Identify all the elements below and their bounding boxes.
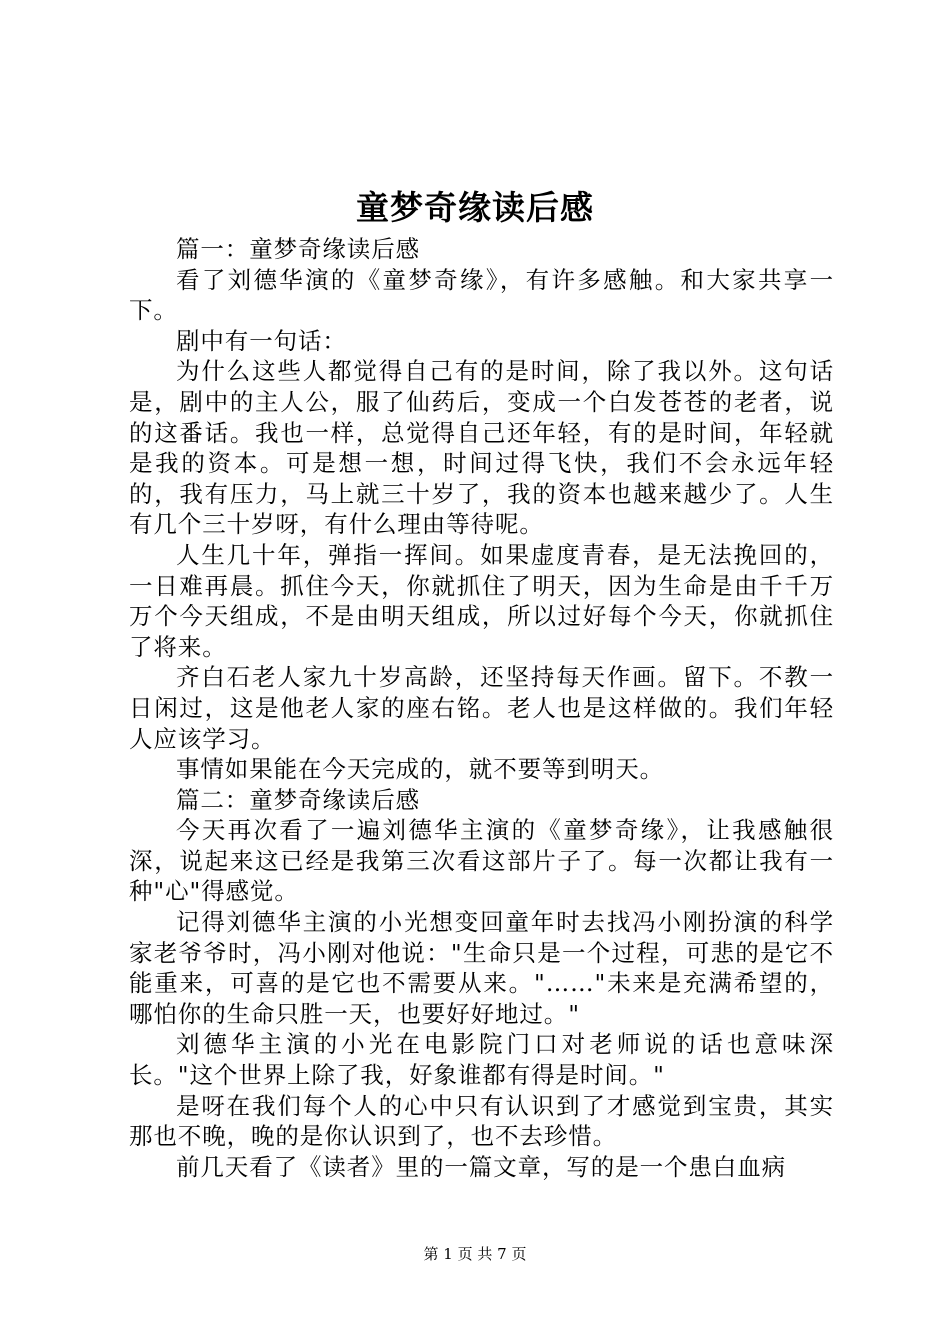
page-footer: 第 1 页 共 7 页	[423, 1245, 527, 1263]
paragraph: 是呀在我们每个人的心中只有认识到了才感觉到宝贵，其实那也不晚，晚的是你认识到了，也不去珍惜。	[129, 1091, 834, 1151]
paragraph: 前几天看了《读者》里的一篇文章，写的是一个患白血病	[176, 1152, 786, 1181]
page-title: 童梦奇缘读后感	[356, 188, 594, 227]
paragraph: 今天再次看了一遍刘德华主演的《童梦奇缘》，让我感触很深，说起来这已经是我第三次看这部片子了。每一次都让我有一种"心"得感觉。	[129, 816, 834, 906]
paragraph: 人生几十年，弹指一挥间。如果虚度青春，是无法挽回的，一日难再晨。抓住今天，你就抓住了明天，因为生命是由千千万万个今天组成，不是由明天组成，所以过好每个今天，你就抓住了将来。	[129, 540, 834, 661]
paragraph: 事情如果能在今天完成的，就不要等到明天。	[176, 755, 664, 784]
paragraph: 齐白石老人家九十岁高龄，还坚持每天作画。留下。不教一日闲过，这是他老人家的座右铭。老人也是这样做的。我们年轻人应该学习。	[129, 663, 834, 753]
paragraph: 记得刘德华主演的小光想变回童年时去找冯小刚扮演的科学家老爷爷时，冯小刚对他说："生命只是一个过程，可悲的是它不能重来，可喜的是它也不需要从来。"……"未来是充满希望的，哪怕你的生命只胜一天，也要好好地过。"	[129, 908, 834, 1028]
paragraph-section-heading-2: 篇二：童梦奇缘读后感	[176, 785, 420, 814]
paragraph: 为什么这些人都觉得自己有的是时间，除了我以外。这句话是，剧中的主人公，服了仙药后，变成一个白发苍苍的老者，说的这番话。我也一样，总觉得自己还年轻，有的是时间，年轻就是我的资本。可是想一想，时间过得飞快，我们不会永远年轻的，我有压力，马上就三十岁了，我的资本也越来越少了。人生有几个三十岁呀，有什么理由等待呢。	[129, 357, 834, 539]
paragraph: 剧中有一句话：	[176, 326, 347, 355]
document-body	[129, 234, 834, 1182]
paragraph-section-heading-1: 篇一：童梦奇缘读后感	[176, 235, 420, 263]
paragraph: 看了刘德华演的《童梦奇缘》，有许多感触。和大家共享一下。	[129, 265, 834, 325]
paragraph: 刘德华主演的小光在电影院门口对老师说的话也意味深长。"这个世界上除了我，好象谁都有得是时间。"	[129, 1030, 834, 1090]
